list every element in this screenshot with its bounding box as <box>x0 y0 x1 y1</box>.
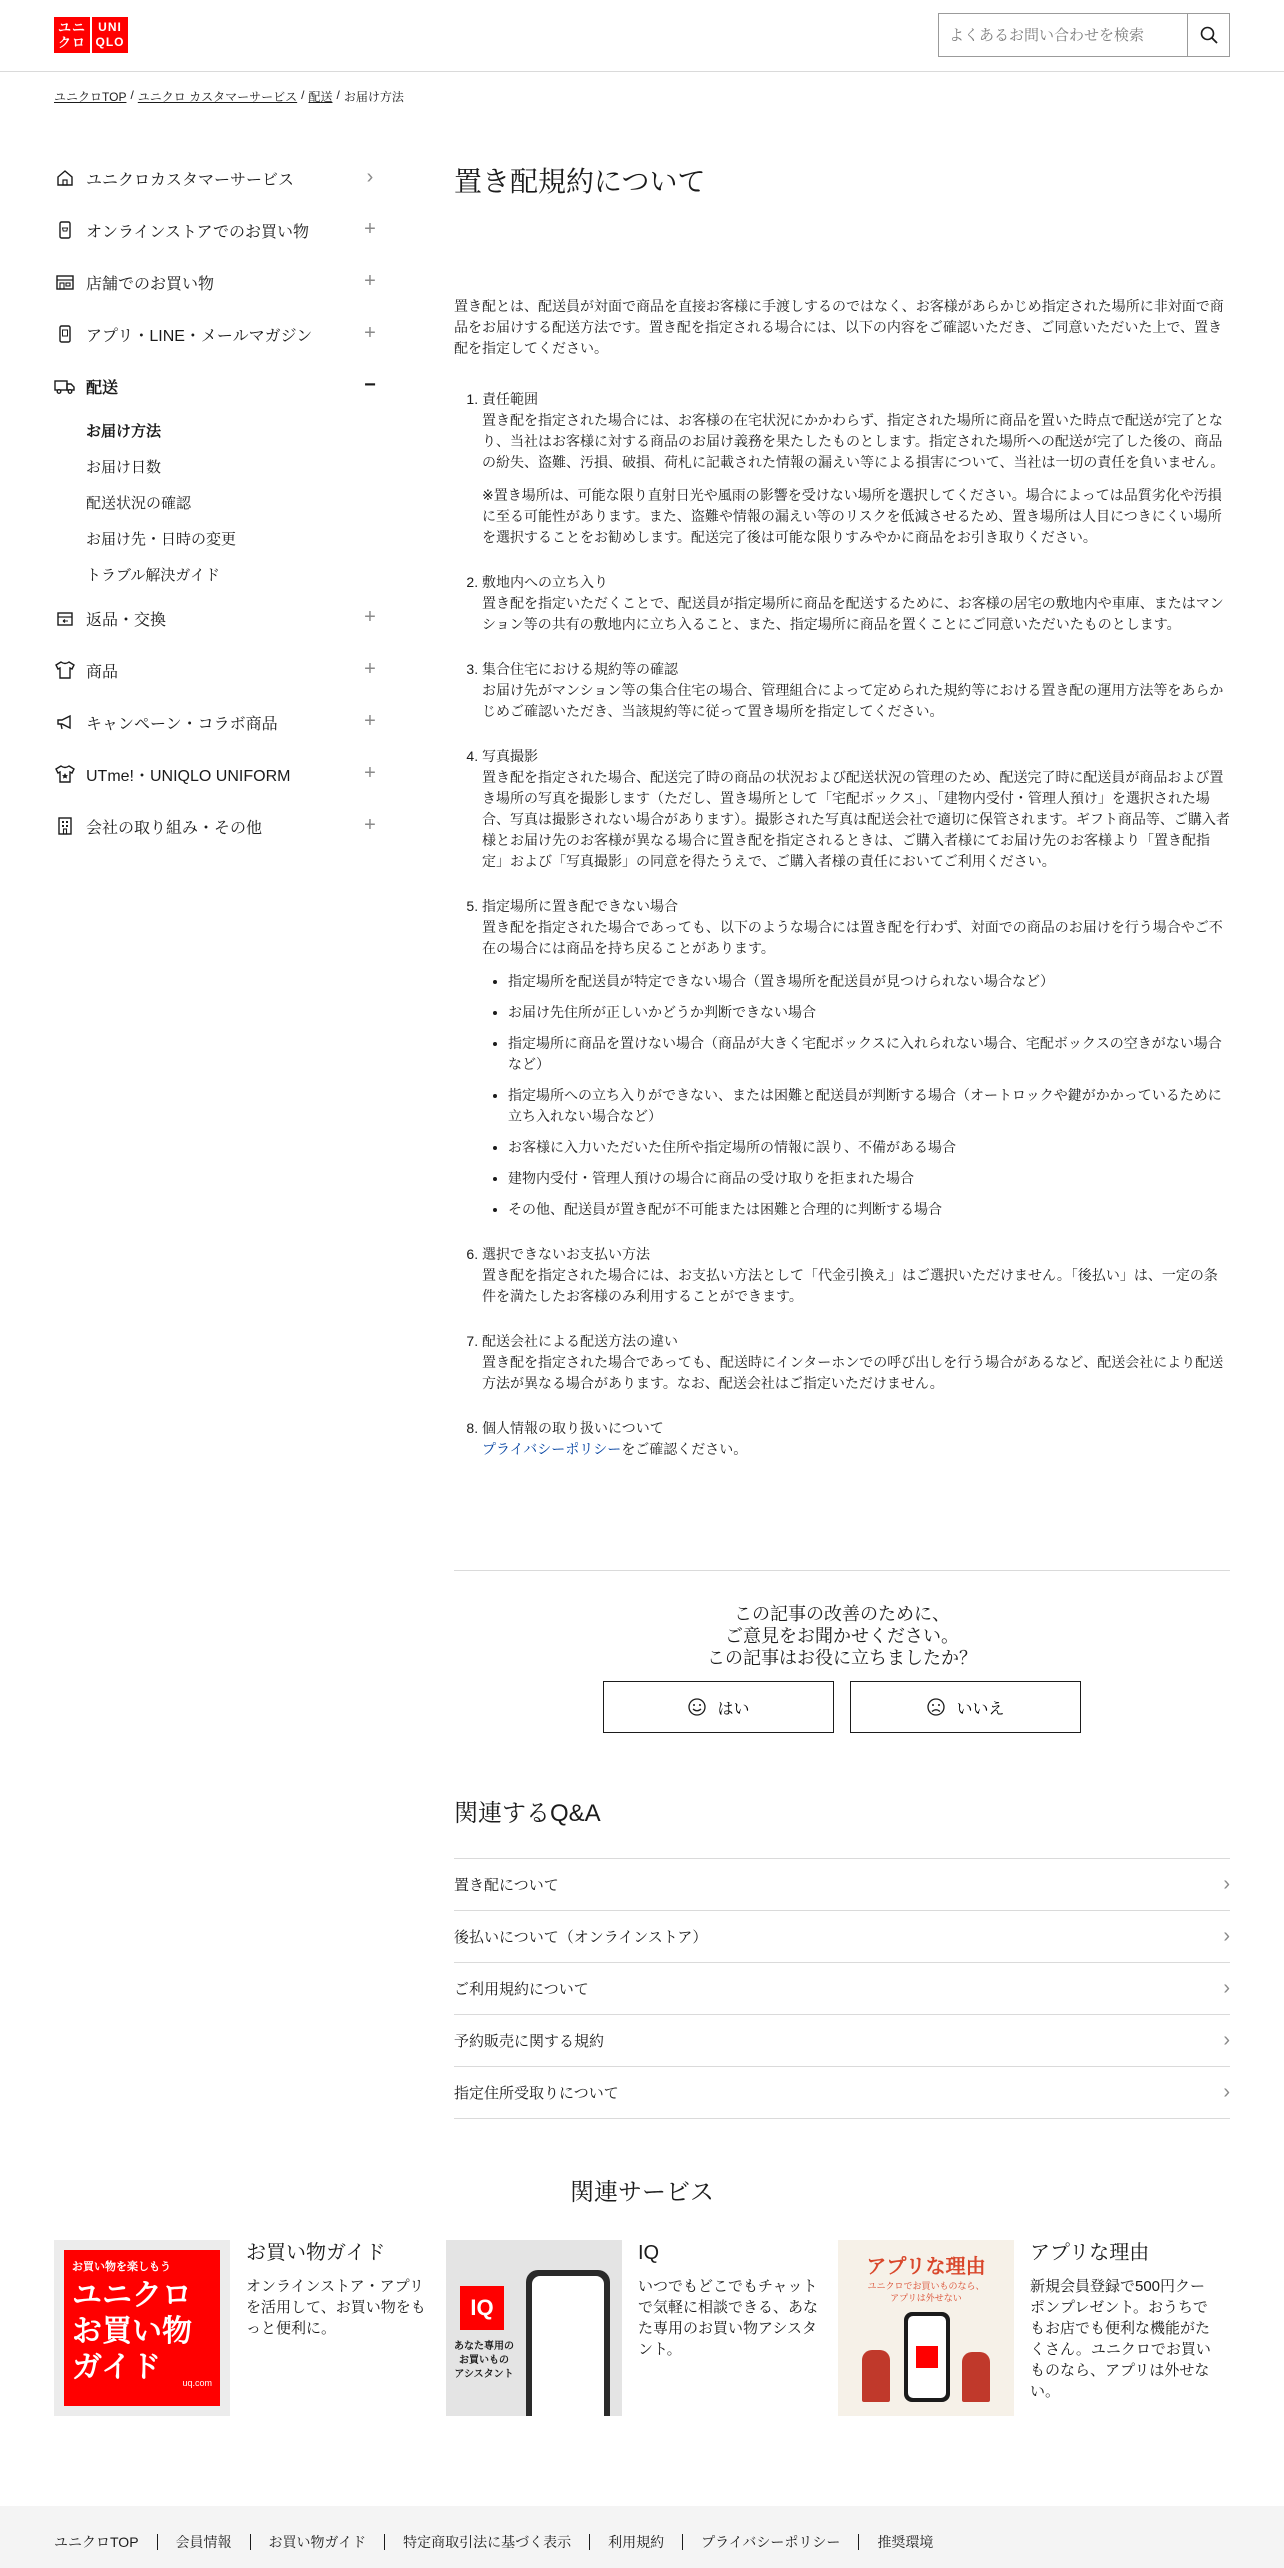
mobile-icon <box>54 323 76 345</box>
article <box>454 160 1230 1484</box>
chevron-right-icon: › <box>1223 2081 1230 2103</box>
service-description: オンラインストア・アプリを活用して、お買い物をもっと便利に。 <box>246 2278 426 2337</box>
breadcrumb-delivery[interactable]: 配送 <box>308 90 333 104</box>
list-item: • 指定場所を配送員が特定できない場合（置き場所を配送員が見つけられない場合など） <box>508 971 1230 992</box>
feedback-line: この記事の改善のために、 <box>734 1604 950 1624</box>
plus-icon: + <box>364 322 376 344</box>
tshirt-star-icon <box>54 763 76 785</box>
term-body: 置き配を指定された場合、配送完了時の商品の状況および配送状況の管理のため、配送完了時に配送員が商品および置き場所の写真を撮影します（ただし、置き場所として「宅配ボックス」、「建物内受付・管理人預け」を選択された場合、写真は撮影されない場合があります）。撮影された写真は配送会社で適切に保管されます。ギフト商品等、ご購入者様とお届け先のお客様が異なる場合に置き配を指定されるときは、ご購入者様にてお届け先のお客様より「置き配指定」および「写真撮影」の同意を得たうえで、ご購入者様の責任においてご利用ください。 <box>482 769 1230 869</box>
term-item <box>482 1244 1230 1307</box>
store-icon <box>54 271 76 293</box>
qa-link[interactable] <box>454 1911 1230 1963</box>
related-qa-title: 関連するQ&A <box>454 1800 601 1827</box>
sidebar-item-delivery[interactable] <box>54 360 380 412</box>
service-card-app[interactable] <box>838 2240 1230 2416</box>
qa-list <box>454 1858 1230 2119</box>
plus-icon: + <box>364 218 376 240</box>
footer-link-top[interactable]: ユニクロTOP <box>54 2534 139 2550</box>
guide-banner-panel <box>64 2250 220 2406</box>
shopping-guide-banner <box>54 2240 230 2416</box>
service-text <box>246 2240 432 2416</box>
list-item: • 指定場所に商品を置けない場合（商品が大きく宅配ボックスに入れられない場合、宅配ボックスの空きがない場合など） <box>508 1033 1230 1075</box>
feedback-yes-label: はい <box>717 1700 750 1718</box>
return-box-icon <box>54 607 76 629</box>
list-item: • お客様に入力いただいた住所や指定場所の情報に誤り、不備がある場合 <box>508 1137 1230 1158</box>
service-text <box>638 2240 824 2416</box>
sidebar-item-label: 店舗でのお買い物 <box>86 275 215 293</box>
term-title: 8. 個人情報の取り扱いについて <box>482 1420 664 1436</box>
guide-banner-line: ユニクロ <box>72 2279 192 2312</box>
term-item <box>482 572 1230 635</box>
sidebar-item-label: 配送 <box>86 379 119 397</box>
term-note: ※置き場所は、可能な限り直射日光や風雨の影響を受けない場所を選択してください。場合によっては品質劣化や汚損に至る可能性があります。また、盗難や情報の漏えい等のリスクを低減させるため、置き場所は人目につきにくい場所を選択することをお勧めします。配送完了後は可能な限りすみやかに商品をお引き取りください。 <box>482 487 1222 545</box>
term-body-suffix: をご確認ください。 <box>621 1441 748 1457</box>
term-title: 1. 責任範囲 <box>482 391 538 407</box>
term-item <box>482 659 1230 722</box>
term-title: 2. 敷地内への立ち入り <box>482 574 608 590</box>
submenu-delivery-status[interactable]: 配送状況の確認 <box>86 494 192 512</box>
person-illustration <box>962 2352 990 2402</box>
service-title: お買い物ガイド <box>246 2242 386 2264</box>
footer-link-shopping-guide[interactable]: お買い物ガイド <box>250 2534 385 2550</box>
search-input[interactable] <box>939 14 1187 56</box>
submenu-change-address-time[interactable]: お届け先・日時の変更 <box>86 530 237 548</box>
app-banner-title: アプリな理由 <box>866 2256 986 2278</box>
iq-caption-line: お買いもの <box>459 2355 509 2366</box>
sidebar-item-store[interactable] <box>54 256 380 308</box>
list-item: • 指定場所への立ち入りができない、または困難と配送員が判断する場合（オートロックや鍵がかかっているために立ち入れない場合など） <box>508 1085 1230 1127</box>
term-title: 4. 写真撮影 <box>482 748 538 764</box>
privacy-policy-link[interactable]: プライバシーポリシー <box>482 1441 622 1457</box>
site-footer <box>0 2506 1284 2568</box>
sidebar-item-app-line-mail[interactable] <box>54 308 380 360</box>
sidebar-item-online-store[interactable] <box>54 204 380 256</box>
qa-link-label: 予約販売に関する規約 <box>454 2033 605 2050</box>
term-title: 3. 集合住宅における規約等の確認 <box>482 661 678 677</box>
qa-link-label: 指定住所受取りについて <box>454 2085 619 2102</box>
home-icon <box>54 167 76 189</box>
chevron-right-icon: › <box>1223 1925 1230 1947</box>
feedback-line: この記事はお役に立ちましたか？ <box>707 1648 977 1668</box>
phone-illustration <box>526 2270 610 2416</box>
chevron-right-icon: › <box>1223 2029 1230 2051</box>
term-item <box>482 1418 1230 1460</box>
sidebar-item-label: 商品 <box>86 663 119 681</box>
guide-banner-line: お買い物 <box>72 2315 192 2348</box>
feedback-line: ご意見をお聞かせください。 <box>725 1626 959 1646</box>
chevron-right-icon: › <box>366 166 374 188</box>
sidebar-item-company[interactable] <box>54 800 380 852</box>
sidebar-nav <box>54 152 380 852</box>
term-body: 置き配を指定された場合には、お客様の在宅状況にかかわらず、指定された場所に商品を置いた時点で配送が完了となり、当社はお客様に対する商品のお届け義務を果たしたものとします。指定された場所への配送が完了した後の、商品の紛失、盗難、汚損、破損、荷札に記載された情報の漏えい等による損害について、当社は一切の責任を負いません。 <box>482 412 1225 470</box>
search-button[interactable] <box>1187 14 1229 56</box>
chevron-right-icon: › <box>1223 1873 1230 1895</box>
qa-link-label: 後払いについて（オンラインストア） <box>454 1929 708 1946</box>
guide-banner-tagline: お買い物を楽しもう <box>72 2261 171 2273</box>
related-services-title: 関連サービス <box>570 2179 714 2206</box>
qa-link[interactable] <box>454 2067 1230 2119</box>
term-body: 置き配を指定された場合であっても、以下のような場合には置き配を行わず、対面での商品のお届けを行う場合やご不在の場合には商品を持ち戻ることがあります。 <box>482 919 1223 956</box>
footer-link-environment[interactable]: 推奨環境 <box>858 2534 951 2550</box>
footer-link-member[interactable]: 会員情報 <box>157 2534 250 2550</box>
submenu-delivery-days[interactable]: お届け日数 <box>86 458 162 476</box>
terms-list <box>454 389 1230 1460</box>
service-description: 新規会員登録で500円クーポンプレゼント。おうちでもお店でも便利な機能がたくさん。ユニクロでお買いものなら、アプリは外せない。 <box>1030 2278 1211 2400</box>
guide-banner-line: ガイド <box>72 2351 162 2384</box>
person-illustration <box>862 2350 890 2402</box>
uniqlo-logo[interactable] <box>54 17 128 53</box>
plus-icon: + <box>364 606 376 628</box>
related-services <box>54 2240 1230 2416</box>
faq-search <box>938 13 1230 57</box>
term-body: お届け先がマンション等の集合住宅の場合、管理組合によって定められた規約等における置き配の運用方法等をあらかじめご確認いただき、当該規約等に従って置き場所を指定してください。 <box>482 682 1224 719</box>
plus-icon: + <box>364 710 376 732</box>
delivery-submenu <box>54 412 380 592</box>
breadcrumb: ユニクロTOP / ユニクロ カスタマーサービス / 配送 / お届け方法 <box>54 88 404 104</box>
feedback-section <box>454 1570 1230 1733</box>
footer-link-commercial-law[interactable]: 特定商取引法に基づく表示 <box>384 2534 589 2550</box>
plus-icon: + <box>364 814 376 836</box>
list-item: • 建物内受付・管理人預けの場合に商品の受け取りを拒まれた場合 <box>508 1168 1230 1189</box>
footer-links <box>54 2534 951 2550</box>
minus-icon: − <box>364 374 376 396</box>
sidebar-item-customer-service[interactable] <box>54 152 380 204</box>
site-header <box>0 0 1284 72</box>
iq-caption-line: あなた専用の <box>454 2341 514 2352</box>
plus-icon: + <box>364 658 376 680</box>
term-body <box>482 1439 1230 1460</box>
feedback-no-label: いいえ <box>956 1700 1005 1718</box>
feedback-question <box>454 1603 1230 1669</box>
sidebar-item-label: オンラインストアでのお買い物 <box>86 223 310 241</box>
iq-banner <box>446 2240 622 2416</box>
sidebar-item-products[interactable] <box>54 644 380 696</box>
search-icon <box>1199 25 1219 45</box>
term-title: 5. 指定場所に置き配できない場合 <box>482 898 678 914</box>
sidebar-item-label: アプリ・LINE・メールマガジン <box>86 327 313 345</box>
app-banner-subline: アプリは外せない <box>890 2293 962 2303</box>
app-banner-subtitle <box>838 2280 1014 2304</box>
term-item <box>482 746 1230 872</box>
qa-link[interactable] <box>454 1963 1230 2015</box>
breadcrumb-customer-service[interactable]: ユニクロ カスタマーサービス <box>137 90 298 104</box>
service-title: アプリな理由 <box>1030 2242 1150 2264</box>
submenu-troubleshooting[interactable]: トラブル解決ガイド <box>86 566 220 584</box>
sidebar-item-utme-uniform[interactable] <box>54 748 380 800</box>
frown-icon <box>926 1697 946 1717</box>
footer-link-privacy[interactable]: プライバシーポリシー <box>682 2534 858 2550</box>
chevron-right-icon: › <box>1223 1977 1230 1999</box>
service-card-shopping-guide[interactable] <box>54 2240 446 2416</box>
feedback-yes-button[interactable] <box>603 1681 834 1733</box>
logo-katakana: ユニ クロ <box>54 17 90 53</box>
iq-banner-caption <box>454 2340 514 2382</box>
term-item <box>482 389 1230 548</box>
term-item <box>482 1331 1230 1394</box>
sidebar-item-campaign[interactable] <box>54 696 380 748</box>
plus-icon: + <box>364 270 376 292</box>
smartphone-cart-icon <box>54 219 76 241</box>
service-text <box>1030 2240 1216 2416</box>
sidebar-item-label: ユニクロカスタマーサービス <box>86 171 295 189</box>
sidebar-item-returns[interactable] <box>54 592 380 644</box>
term-body: 置き配を指定いただくことで、配送員が指定場所に商品を配送するために、お客様の居宅の敷地内や車庫、またはマンション等の共有の敷地内に立ち入ること、また、指定場所に商品を置くことにご同意いただいたものとします。 <box>482 595 1224 632</box>
feedback-buttons <box>454 1681 1230 1733</box>
service-title: IQ <box>638 2242 660 2264</box>
app-banner-subline: ユニクロでお買いものなら、 <box>867 2281 985 2291</box>
submenu-delivery-method[interactable]: お届け方法 <box>86 422 162 440</box>
qa-link[interactable] <box>454 1859 1230 1911</box>
list-item: • その他、配送員が置き配が不可能または困難と合理的に判断する場合 <box>508 1199 1230 1220</box>
truck-icon <box>54 375 76 397</box>
term-body: 置き配を指定された場合には、お支払い方法として「代金引換え」はご選択いただけません。「後払い」は、一定の条件を満たしたお客様のみ利用することができます。 <box>482 1267 1218 1304</box>
breadcrumb-top[interactable]: ユニクロTOP <box>54 90 127 104</box>
qa-link[interactable] <box>454 2015 1230 2067</box>
term-title: 6. 選択できないお支払い方法 <box>482 1246 650 1262</box>
service-card-iq[interactable] <box>446 2240 838 2416</box>
iq-caption-line: アシスタント <box>454 2369 514 2380</box>
guide-banner-url: uq.com <box>182 2378 212 2388</box>
app-phone-illustration <box>904 2312 950 2402</box>
megaphone-icon <box>54 711 76 733</box>
footer-link-terms[interactable]: 利用規約 <box>589 2534 682 2550</box>
iq-logo: IQ <box>460 2286 504 2330</box>
list-item: • お届け先住所が正しいかどうか判断できない場合 <box>508 1002 1230 1023</box>
intro-text: 置き配とは、配送員が対面で商品を直接お客様に手渡しするのではなく、お客様があらかじめ指定された場所に非対面で商品をお届けする配送方法です。置き配を指定される場合には、以下の内容をご確認いただき、ご同意いただいた上で、置き配を指定してください。 <box>454 298 1224 356</box>
plus-icon: + <box>364 762 376 784</box>
page-title: 置き配規約について <box>454 166 706 197</box>
related-qa <box>454 1796 1230 2119</box>
breadcrumb-current: お届け方法 <box>343 90 404 104</box>
term-body: 置き配を指定された場合であっても、配送時にインターホンでの呼び出しを行う場合があるなど、配送会社により配送方法が異なる場合があります。なお、配送会社はご指定いただけません。 <box>482 1354 1224 1391</box>
logo-latin: UNI QLO <box>92 17 128 53</box>
building-icon <box>54 815 76 837</box>
term-title: 7. 配送会社による配送方法の違い <box>482 1333 678 1349</box>
service-description: いつでもどこでもチャットで気軽に相談できる、あなた専用のお買い物アシスタント。 <box>638 2278 819 2358</box>
sidebar-item-label: UTme!・UNIQLO UNIFORM <box>86 767 291 785</box>
sidebar-item-label: 返品・交換 <box>86 611 167 629</box>
qa-link-label: 置き配について <box>454 1877 559 1894</box>
feedback-no-button[interactable] <box>850 1681 1081 1733</box>
sidebar-item-label: 会社の取り組み・その他 <box>86 819 263 837</box>
smile-icon <box>687 1697 707 1717</box>
tshirt-icon <box>54 659 76 681</box>
exception-list <box>482 971 1230 1220</box>
term-item <box>482 896 1230 1220</box>
sidebar-item-label: キャンペーン・コラボ商品 <box>86 715 278 733</box>
app-banner <box>838 2240 1014 2416</box>
qa-link-label: ご利用規約について <box>454 1981 589 1998</box>
